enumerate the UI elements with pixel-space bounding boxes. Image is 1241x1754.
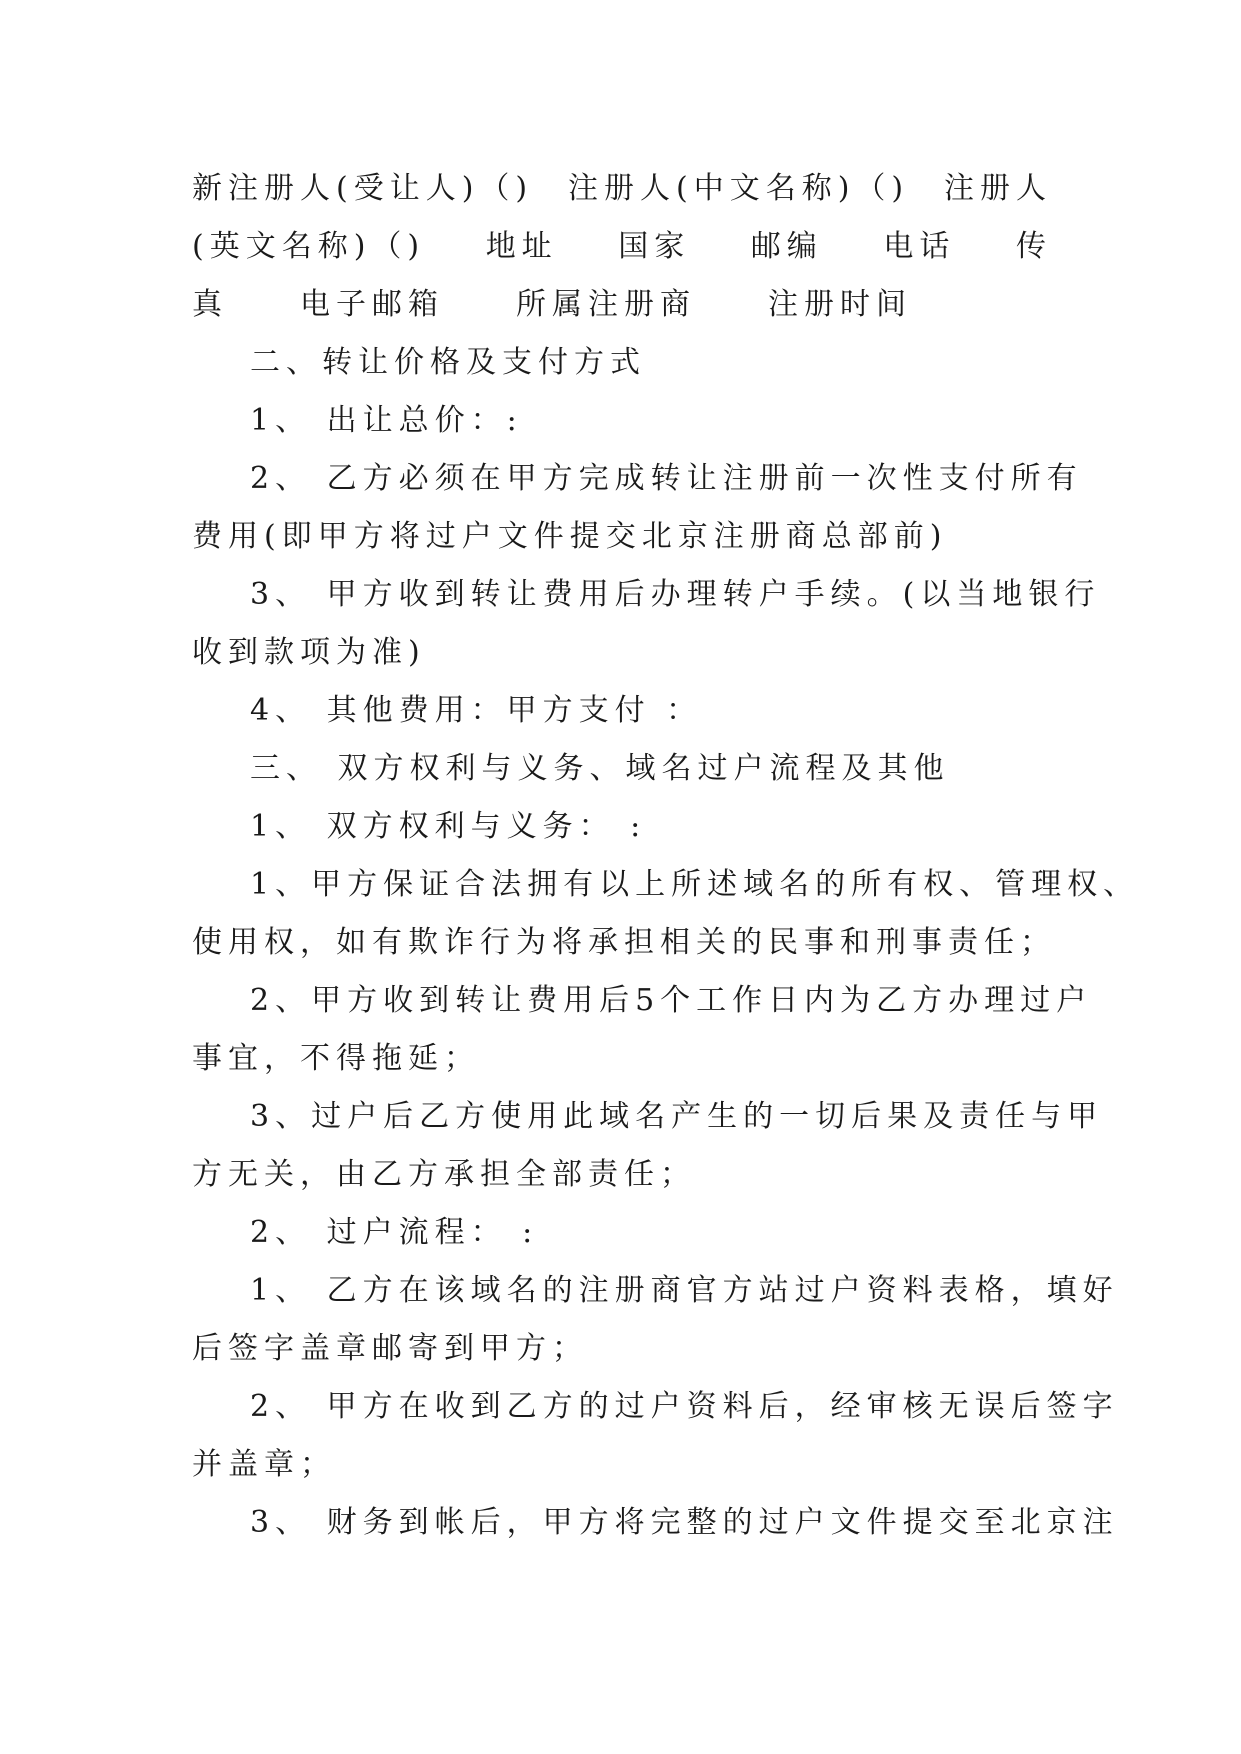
paragraph-continuation-line: 收到款项为准) xyxy=(192,635,426,670)
registrant-field: 地址 xyxy=(485,229,558,264)
paragraph-continuation-line: 方无关，由乙方承担全部责任； xyxy=(192,1157,696,1192)
registrant-field: 电话 xyxy=(883,229,956,264)
document-body xyxy=(192,160,1140,1552)
registrant-field: 真 xyxy=(192,287,228,322)
paragraph xyxy=(192,1262,1119,1378)
registrant-field: 注册人 xyxy=(944,171,1052,206)
paragraph-first-line: 1、甲方保证合法拥有以上所述域名的所有权、管理权、 xyxy=(250,867,1140,902)
registrant-field: (英文名称)（) xyxy=(192,229,426,264)
paragraph-list xyxy=(192,334,1140,1552)
registrant-field: 电子邮箱 xyxy=(300,287,444,322)
paragraph-first-line: 2、 乙方必须在甲方完成转让注册前一次性支付所有 xyxy=(250,461,1083,496)
registrant-line-2 xyxy=(192,218,1052,276)
paragraph-first-line: 1、 出让总价：: xyxy=(250,403,523,438)
paragraph-continuation-line: 事宜，不得拖延； xyxy=(192,1041,480,1076)
registrant-field: 注册时间 xyxy=(768,287,912,322)
paragraph xyxy=(192,450,1083,566)
paragraph xyxy=(192,1204,1052,1262)
registrant-field: 国家 xyxy=(618,229,691,264)
paragraph-first-line: 2、 甲方在收到乙方的过户资料后，经审核无误后签字 xyxy=(250,1389,1119,1424)
paragraph-first-line: 4、 其他费用：甲方支付 ： xyxy=(250,693,703,728)
paragraph xyxy=(192,392,1052,450)
paragraph-continuation-line: 后签字盖章邮寄到甲方； xyxy=(192,1331,588,1366)
paragraph-first-line: 3、 甲方收到转让费用后办理转户手续。(以当地银行 xyxy=(250,577,1101,612)
registrant-field: 邮编 xyxy=(750,229,823,264)
paragraph-first-line: 1、 双方权利与义务： : xyxy=(250,809,647,844)
paragraph-first-line: 3、 财务到帐后，甲方将完整的过户文件提交至北京注 xyxy=(250,1505,1119,1540)
registrant-field: 新注册人(受让人)（) xyxy=(192,171,534,206)
paragraph-first-line: 三、 双方权利与义务、域名过户流程及其他 xyxy=(250,751,950,786)
paragraph xyxy=(192,856,1140,972)
paragraph-continuation-line: 使用权，如有欺诈行为将承担相关的民事和刑事责任； xyxy=(192,925,1056,960)
paragraph xyxy=(192,798,1052,856)
paragraph xyxy=(192,682,1052,740)
paragraph xyxy=(192,1378,1119,1494)
paragraph xyxy=(192,740,1052,798)
paragraph xyxy=(192,566,1101,682)
registrant-line-1 xyxy=(192,160,1052,218)
registrant-field: 注册人(中文名称)（) xyxy=(568,171,910,206)
paragraph xyxy=(192,972,1093,1088)
registrant-field: 传 xyxy=(1015,229,1052,264)
paragraph xyxy=(192,1088,1104,1204)
registrant-line-3 xyxy=(192,276,1052,334)
paragraph-first-line: 1、 乙方在该域名的注册商官方站过户资料表格，填好 xyxy=(250,1273,1119,1308)
paragraph xyxy=(192,334,1052,392)
registrant-field: 所属注册商 xyxy=(516,287,696,322)
paragraph-first-line: 二、转让价格及支付方式 xyxy=(250,345,646,380)
paragraph-first-line: 3、过户后乙方使用此域名产生的一切后果及责任与甲 xyxy=(250,1099,1104,1134)
paragraph-first-line: 2、甲方收到转让费用后5个工作日内为乙方办理过户 xyxy=(250,983,1093,1018)
paragraph-continuation-line: 并盖章； xyxy=(192,1447,336,1482)
paragraph-continuation-line: 费用(即甲方将过户文件提交北京注册商总部前) xyxy=(192,519,948,554)
paragraph xyxy=(192,1494,1119,1552)
paragraph-first-line: 2、 过户流程： : xyxy=(250,1215,539,1250)
